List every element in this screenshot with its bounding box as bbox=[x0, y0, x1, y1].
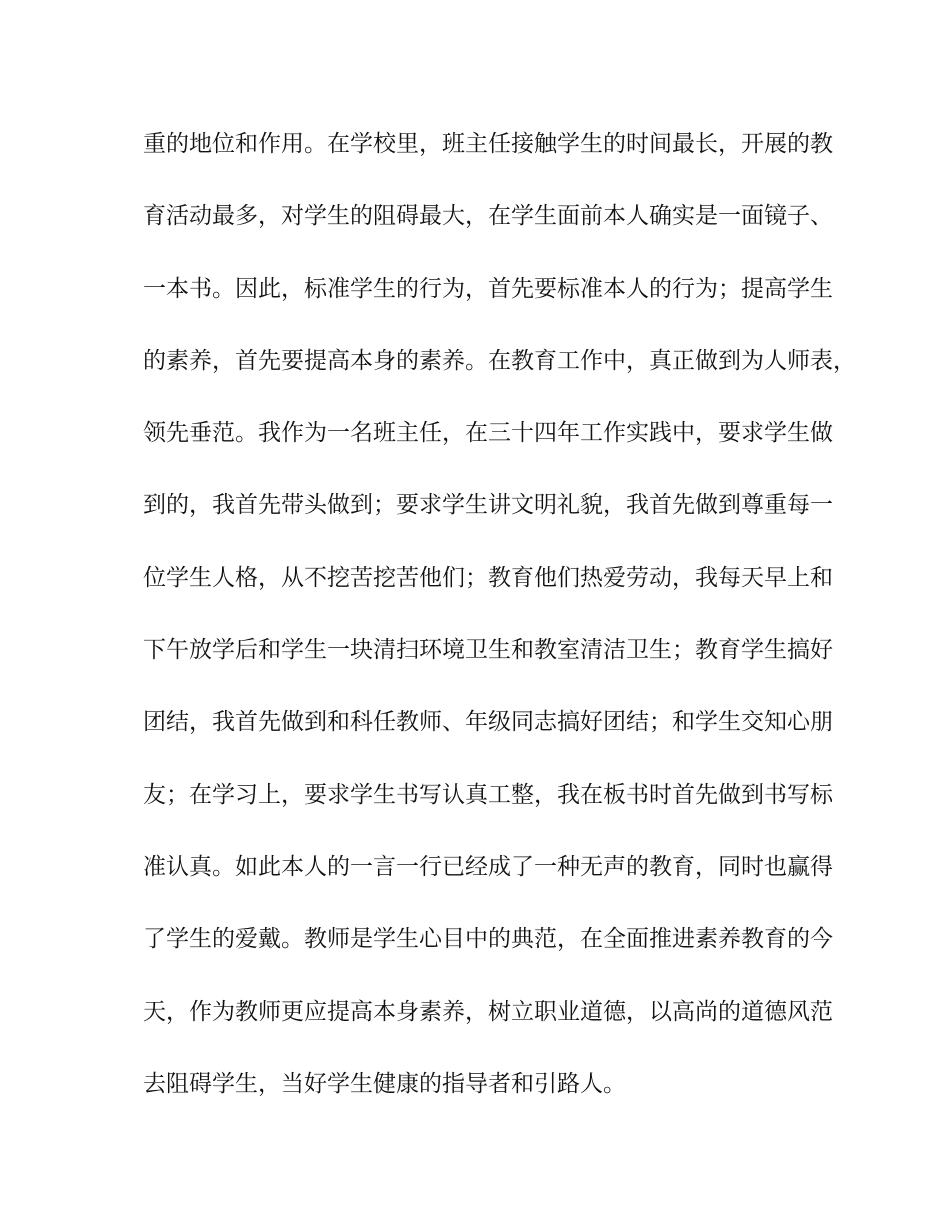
text-line: 的素养，首先要提高本身的素养。在教育工作中，真正做到为人师表， bbox=[143, 347, 856, 374]
text-line: 到的，我首先带头做到；要求学生讲文明礼貌，我首先做到尊重每一 bbox=[143, 492, 833, 519]
text-line: 了学生的爱戴。教师是学生心目中的典范，在全面推进素养教育的今 bbox=[143, 926, 833, 953]
text-line: 重的地位和作用。在学校里，班主任接触学生的时间最长，开展的教 bbox=[143, 131, 833, 157]
text-line: 天，作为教师更应提高本身素养，树立职业道德，以高尚的道德风范 bbox=[143, 998, 833, 1025]
text-line: 位学生人格，从不挖苦挖苦他们；教育他们热爱劳动，我每天早上和 bbox=[143, 564, 833, 591]
text-line: 友；在学习上，要求学生书写认真工整，我在板书时首先做到书写标 bbox=[143, 781, 833, 808]
text-line: 育活动最多，对学生的阻碍最大，在学生面前本人确实是一面镜子、 bbox=[143, 203, 833, 230]
text-line: 领先垂范。我作为一名班主任，在三十四年工作实践中，要求学生做 bbox=[143, 420, 833, 447]
text-line: 一本书。因此，标准学生的行为，首先要标准本人的行为；提高学生 bbox=[143, 275, 833, 302]
text-line: 团结，我首先做到和科任教师、年级同志搞好团结；和学生交知心朋 bbox=[143, 709, 833, 736]
text-line: 下午放学后和学生一块清扫环境卫生和教室清洁卫生；教育学生搞好 bbox=[143, 637, 833, 664]
body-paragraph bbox=[143, 124, 856, 1136]
text-line: 去阻碍学生，当好学生健康的指导者和引路人。 bbox=[143, 1070, 626, 1097]
text-line: 准认真。如此本人的一言一行已经成了一种无声的教育，同时也赢得 bbox=[143, 853, 833, 880]
